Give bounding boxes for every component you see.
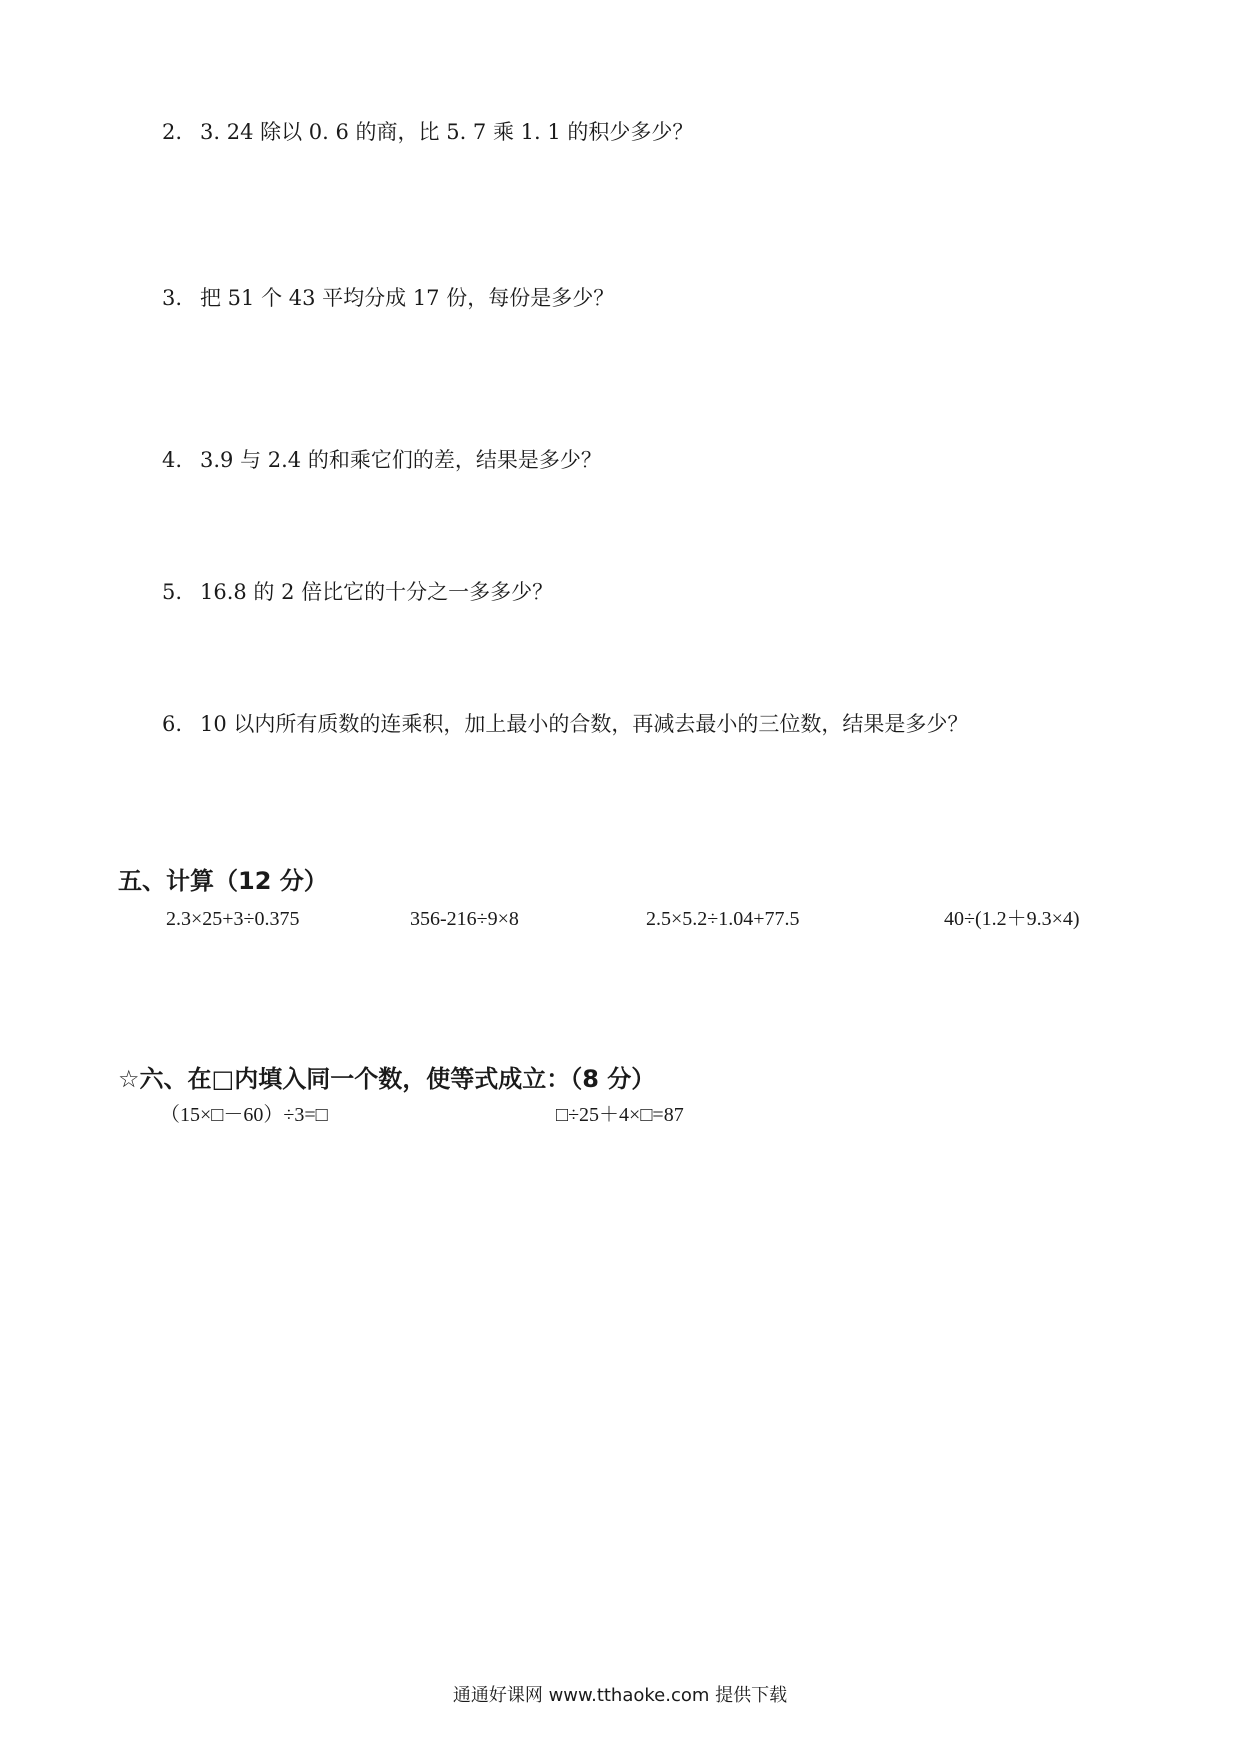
section-6-title: ☆六、在□内填入同一个数，使等式成立：（8 分）: [118, 1065, 656, 1093]
page-footer: 通通好课网 www.tthaoke.com 提供下载: [452, 1685, 788, 1706]
question-2: [162, 118, 693, 146]
calc-expression-4: 40÷(1.2＋9.3×4): [944, 908, 1080, 930]
question-number: 2.: [162, 120, 183, 144]
calc-expression-1: 2.3×25+3÷0.375: [166, 908, 300, 930]
section-5-title: 五、计算（12 分）: [118, 867, 328, 895]
question-text: 16.8 的 2 倍比它的十分之一多多少？: [200, 580, 554, 604]
question-text: 3. 24 除以 0. 6 的商，比 5. 7 乘 1. 1 的积少多少？: [200, 120, 694, 144]
calc-expression-2: 356-216÷9×8: [410, 908, 519, 930]
calc-expression-3: 2.5×5.2÷1.04+77.5: [646, 908, 800, 930]
question-number: 5.: [162, 580, 183, 604]
fill-expression-2: □÷25＋4×□=87: [556, 1104, 684, 1126]
question-5: [162, 578, 553, 606]
question-number: 3.: [162, 286, 183, 310]
question-6: [162, 710, 968, 738]
question-text: 3.9 与 2.4 的和乘它们的差，结果是多少？: [200, 448, 602, 472]
question-number: 4.: [162, 448, 183, 472]
question-3: [162, 284, 614, 312]
question-4: [162, 446, 602, 474]
fill-expression-1: （15×□－60）÷3=□: [160, 1104, 328, 1126]
question-number: 6.: [162, 712, 183, 736]
question-text: 把 51 个 43 平均分成 17 份，每份是多少？: [200, 286, 615, 310]
question-text: 10 以内所有质数的连乘积，加上最小的合数，再减去最小的三位数，结果是多少？: [200, 712, 969, 736]
